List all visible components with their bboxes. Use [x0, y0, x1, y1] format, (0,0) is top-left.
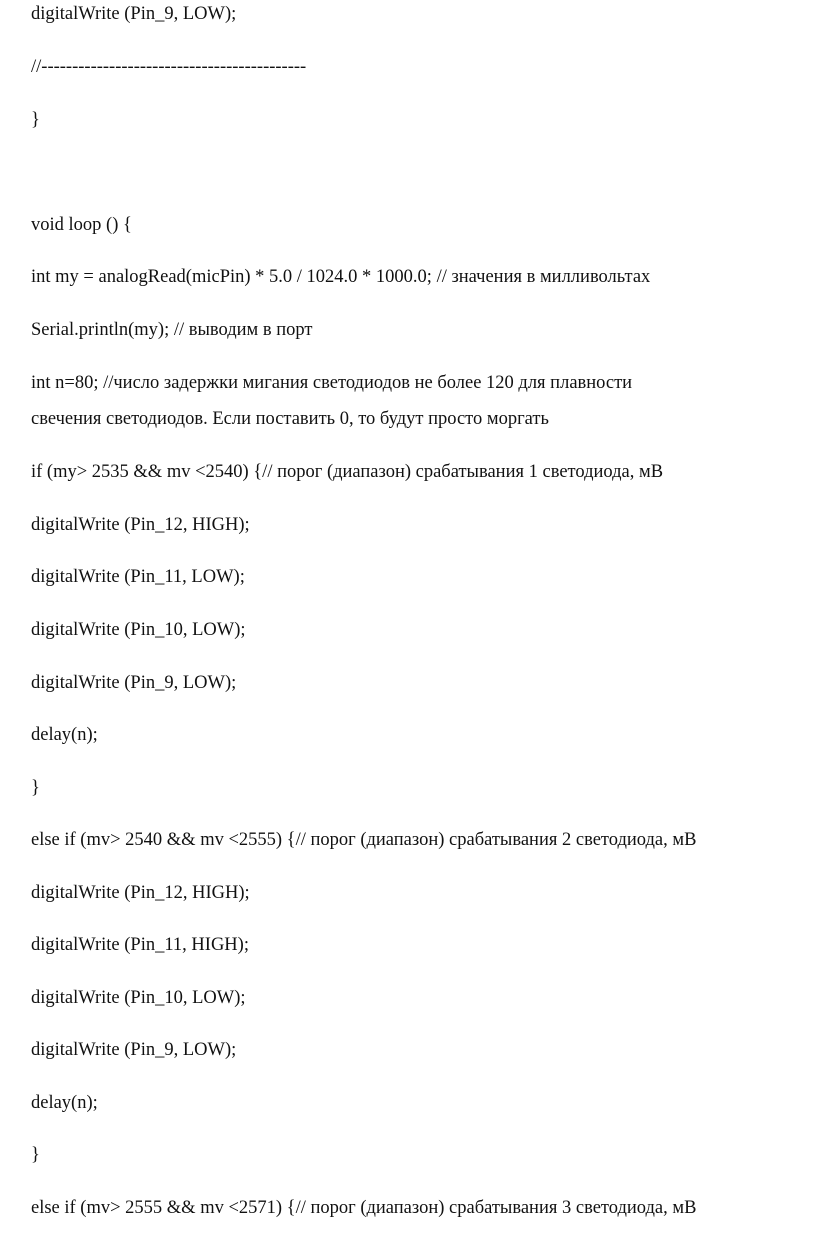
code-line: digitalWrite (Pin_10, LOW);	[31, 620, 246, 640]
comment-separator-line: //-------------------------------------------	[31, 57, 307, 77]
code-line: digitalWrite (Pin_12, HIGH);	[31, 515, 250, 535]
code-line: Serial.println(my); // выводим в порт	[31, 320, 313, 340]
code-line: }	[31, 110, 40, 130]
code-line: digitalWrite (Pin_9, LOW);	[31, 673, 237, 693]
code-line: int n=80; //число задержки мигания светодиодов не более 120 для плавности	[31, 373, 633, 393]
code-line: digitalWrite (Pin_9, LOW);	[31, 4, 237, 24]
code-line: void loop () {	[31, 215, 132, 235]
code-line: if (my> 2535 && mv <2540) {// порог (диапазон) срабатывания 1 светодиода, мВ	[31, 462, 664, 482]
code-line: digitalWrite (Pin_11, LOW);	[31, 567, 245, 587]
code-line: delay(n);	[31, 1093, 98, 1113]
code-line: digitalWrite (Pin_12, HIGH);	[31, 883, 250, 903]
code-line: else if (mv> 2555 && mv <2571) {// порог (диапазон) срабатывания 3 светодиода, мВ	[31, 1198, 697, 1218]
code-line: digitalWrite (Pin_10, LOW);	[31, 988, 246, 1008]
code-line: digitalWrite (Pin_9, LOW);	[31, 1040, 237, 1060]
code-line: else if (mv> 2540 && mv <2555) {// порог (диапазон) срабатывания 2 светодиода, мВ	[31, 830, 697, 850]
code-line: int my = analogRead(micPin) * 5.0 / 1024.0 * 1000.0; // значения в милливольтах	[31, 267, 651, 287]
code-line: }	[31, 1145, 40, 1165]
code-line: }	[31, 778, 40, 798]
code-line-continuation: свечения светодиодов. Если поставить 0, то будут просто моргать	[31, 409, 549, 429]
code-line: delay(n);	[31, 725, 98, 745]
code-line: digitalWrite (Pin_11, HIGH);	[31, 935, 249, 955]
